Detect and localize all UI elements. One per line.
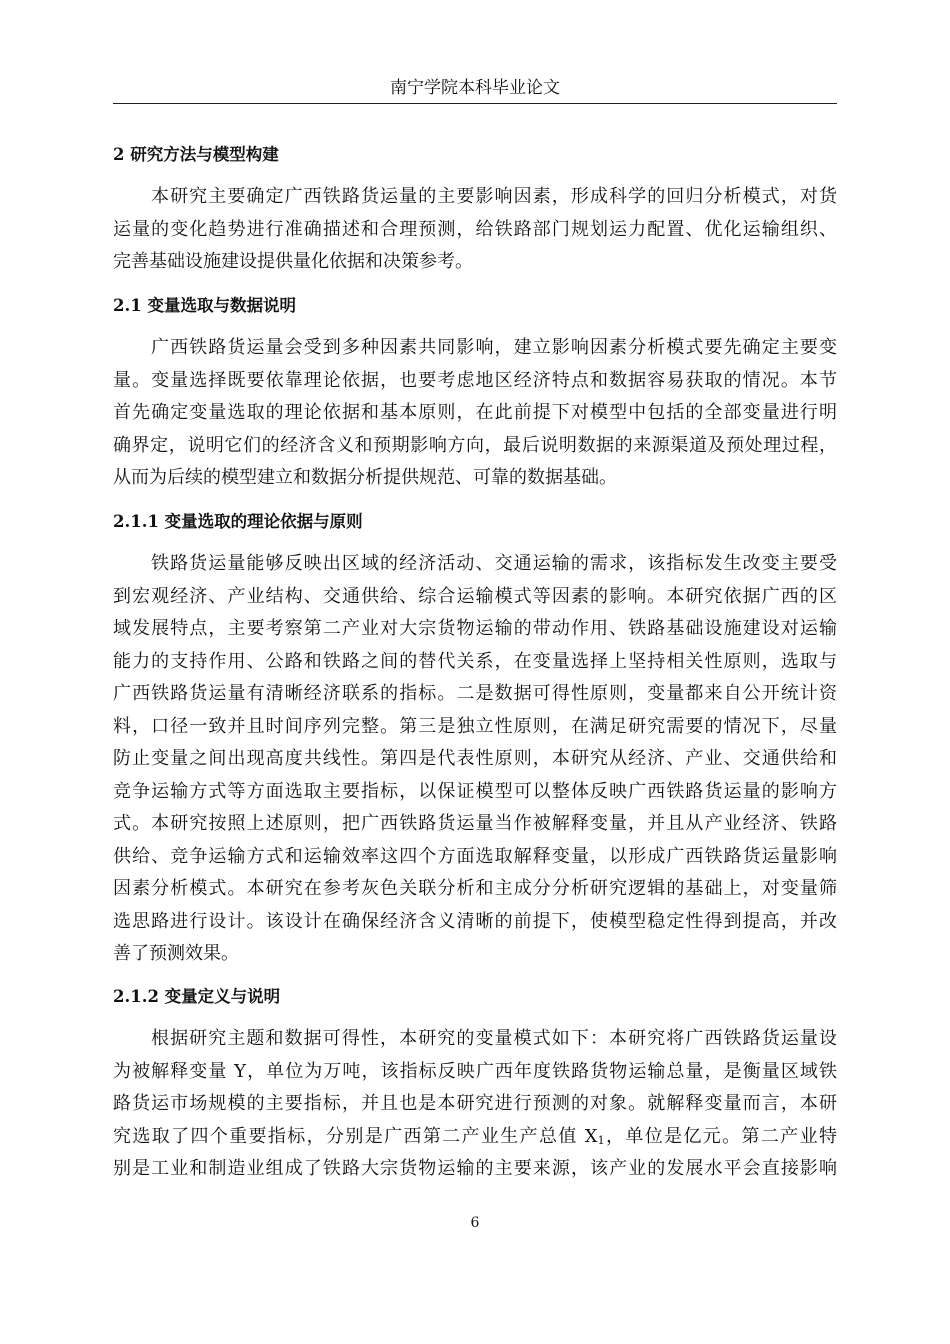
paragraph-line: 域发展特点，主要考察第二产业对大宗货物运输的带动作用、铁路基础设施建设对运输 [113, 618, 837, 639]
paragraph-line: 善了预测效果。 [113, 943, 239, 964]
paragraph-line [113, 1121, 837, 1154]
paragraph-line: 广西铁路货运量有清晰经济联系的指标。二是数据可得性原则，变量都来自公开统计资 [113, 683, 837, 704]
paragraph-line: 本研究主要确定广西铁路货运量的主要影响因素，形成科学的回归分析模式，对货 [151, 186, 837, 207]
running-header: 南宁学院本科毕业论文 [390, 78, 560, 98]
paragraph-line: 完善基础设施建设提供量化依据和决策参考。 [113, 251, 473, 272]
paragraph-line: 确界定，说明它们的经济含义和预期影响方向，最后说明数据的来源渠道及预处理过程， [113, 434, 837, 456]
paragraph-line: 广西铁路货运量会受到多种因素共同影响，建立影响因素分析模式要先确定主要变 [151, 337, 837, 358]
paragraph [113, 1023, 837, 1186]
paragraph-line: 根据研究主题和数据可得性，本研究的变量模式如下：本研究将广西铁路货运量设 [151, 1028, 837, 1049]
line-text: 究选取了四个重要指标，分别是广西第二产业生产总值 X [113, 1125, 598, 1147]
paragraph-line: 选思路进行设计。该设计在确保经济含义清晰的前提下，使模型稳定性得到提高，并改 [113, 910, 837, 932]
paragraph [113, 332, 837, 495]
paragraph-line: 为被解释变量 Y，单位为万吨，该指标反映广西年度铁路货物运输总量，是衡量区域铁 [113, 1060, 837, 1082]
paragraph-line: 路货运市场规模的主要指标，并且也是本研究进行预测的对象。就解释变量而言，本研 [113, 1093, 837, 1114]
paragraph-line: 量。变量选择既要依靠理论依据，也要考虑地区经济特点和数据容易获取的情况。本节 [113, 369, 837, 391]
paragraph-line: 供给、竞争运输方式和运输效率这四个方面选取解释变量，以形成广西铁路货运量影响 [113, 845, 837, 867]
paragraph-line: 铁路货运量能够反映出区域的经济活动、交通运输的需求，该指标发生改变主要受 [151, 553, 837, 574]
line-text: ，单位是亿元。第二产业特 [604, 1125, 837, 1147]
paragraph-line: 防止变量之间出现高度共线性。第四是代表性原则，本研究从经济、产业、交通供给和 [113, 748, 837, 769]
paragraph [113, 181, 837, 279]
paragraph-line: 竞争运输方式等方面选取主要指标，以保证模型可以整体反映广西铁路货运量的影响方 [113, 780, 837, 802]
paragraph-line: 能力的支持作用、公路和铁路之间的替代关系，在变量选择上坚持相关性原则，选取与 [113, 650, 837, 672]
section-heading: 2.1.2 变量定义与说明 [113, 987, 281, 1006]
paragraph-line: 别是工业和制造业组成了铁路大宗货物运输的主要来源，该产业的发展水平会直接影响 [113, 1158, 837, 1179]
paragraph-line: 运量的变化趋势进行准确描述和合理预测，给铁路部门规划运力配置、优化运输组织、 [113, 218, 837, 240]
paragraph-line: 因素分析模式。本研究在参考灰色关联分析和主成分分析研究逻辑的基础上，对变量筛 [113, 878, 837, 899]
paragraph-line: 料，口径一致并且时间序列完整。第三是独立性原则，在满足研究需要的情况下，尽量 [113, 715, 837, 737]
section-heading: 2 研究方法与模型构建 [113, 145, 279, 164]
paragraph-line: 式。本研究按照上述原则，把广西铁路货运量当作被解释变量，并且从产业经济、铁路 [113, 813, 837, 834]
paragraph [113, 548, 837, 971]
header-rule [113, 103, 837, 104]
section-heading: 2.1 变量选取与数据说明 [113, 296, 296, 315]
section-heading: 2.1.1 变量选取的理论依据与原则 [113, 512, 363, 531]
paragraph-line: 首先确定变量选取的理论依据和基本原则，在此前提下对模型中包括的全部变量进行明 [113, 402, 837, 423]
page-number: 6 [470, 1215, 480, 1231]
subscript: 1 [597, 1133, 605, 1147]
paragraph-line: 从而为后续的模型建立和数据分析提供规范、可靠的数据基础。 [113, 467, 617, 488]
paragraph-line: 到宏观经济、产业结构、交通供给、综合运输模式等因素的影响。本研究依据广西的区 [113, 585, 837, 607]
